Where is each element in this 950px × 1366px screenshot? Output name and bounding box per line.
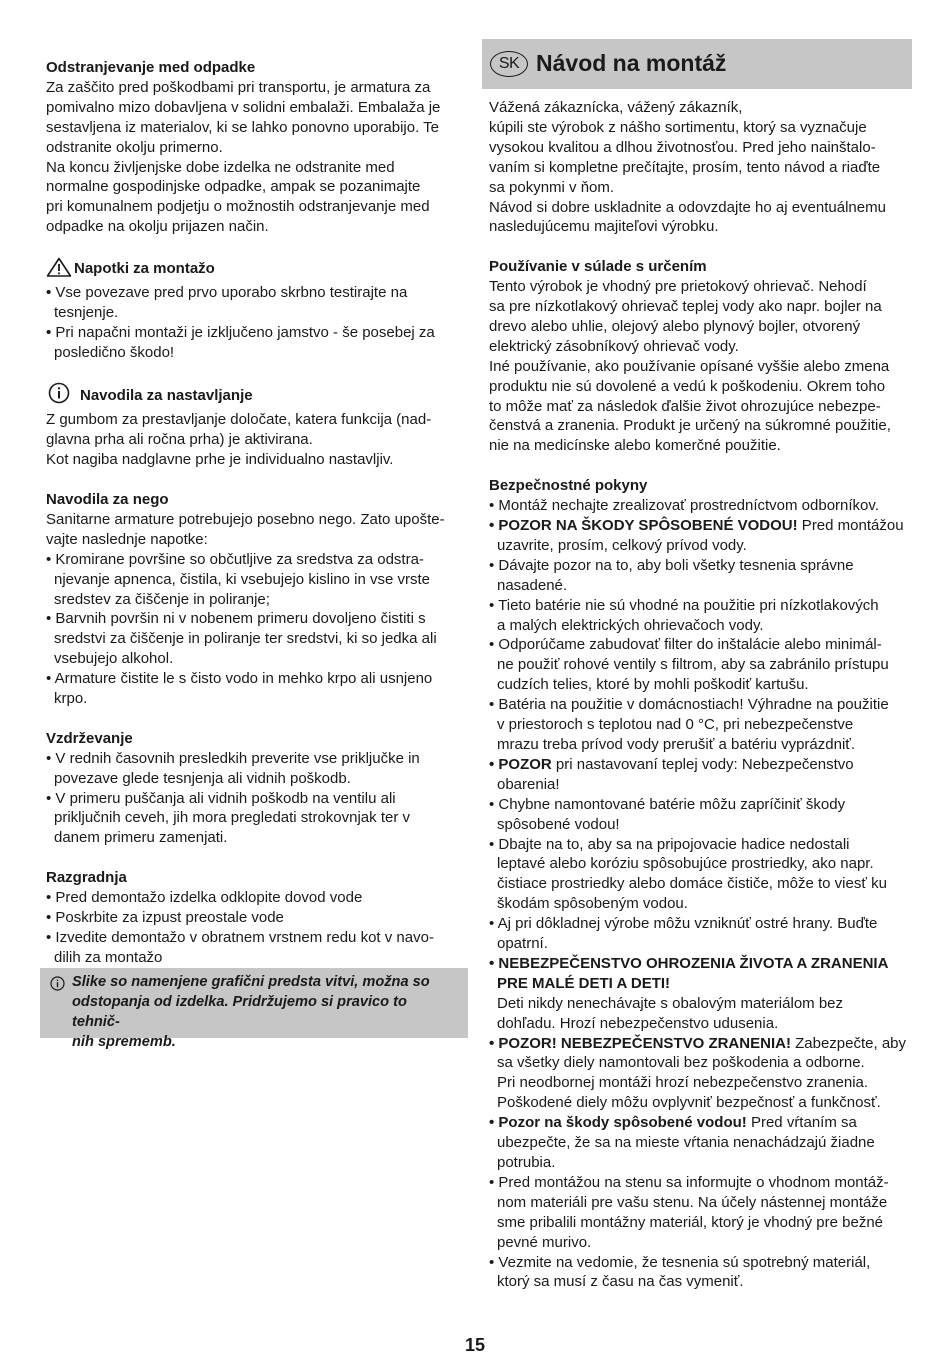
warning-text: • POZOR <box>489 755 552 773</box>
text-line: Z gumbom za prestavljanje določate, katera funkcija (nad- <box>46 411 432 429</box>
mounting-tips-heading <box>46 257 471 283</box>
adjust-heading <box>46 382 471 410</box>
text-line: vajte naslednje napotke: <box>46 530 208 548</box>
section-title: Návod na montáž <box>536 50 727 77</box>
text-line: Návod si dobre uskladnite a odovzdajte ho aj eventuálnemu <box>489 198 886 216</box>
text-line <box>489 954 914 974</box>
text-span: pri nastavovaní teplej vody: Nebezpečenstvo <box>551 755 854 773</box>
text-line: danem primeru zamenjati. <box>54 829 228 847</box>
adjust-title: Navodila za nastavljanje <box>80 387 253 405</box>
section-header <box>482 39 912 89</box>
text-line: Na koncu življenjske dobe izdelka ne odstranite med <box>46 158 395 176</box>
text-line: Sanitarne armature potrebujejo posebno nego. Zato upošte- <box>46 510 445 528</box>
left-column <box>46 58 471 968</box>
text-line: • Vezmite na vedomie, že tesnenia sú spotrebný materiál, <box>489 1253 871 1271</box>
intro-text <box>489 98 914 237</box>
text-line: vaním si kompletne prečítajte, prosím, tento návod a riaďte <box>489 158 881 176</box>
intended-use-text <box>489 277 914 456</box>
dismantling-list <box>46 888 471 968</box>
text-line: vysokou kvalitou a dlhou životnosťou. Pred jeho nainštalo- <box>489 138 876 156</box>
text-line: • Barvnih površin ni v nobenem primeru dovoljeno čistiti s <box>46 610 426 628</box>
text-line: • Aj pri dôkladnej výrobe môžu vzniknúť ostré hrany. Buďte <box>489 915 878 933</box>
warning-text: • Pozor na škody spôsobené vodou! <box>489 1114 747 1132</box>
text-line: sa pre nízkotlakový ohrievač teplej vody ako napr. bojler na <box>489 298 882 316</box>
text-line: dilih za montažo <box>54 948 163 966</box>
dismantling-heading: Razgradnja <box>46 869 127 887</box>
disposal-text <box>46 78 471 237</box>
text-line: • V rednih časovnih presledkih preverite vse priključke in <box>46 749 420 767</box>
mounting-tips-list <box>46 283 471 363</box>
text-line: škodám spôsobeným vodou. <box>497 895 688 913</box>
mounting-tips-title: Napotki za montažo <box>74 260 215 278</box>
text-line: čistiace prostriedky alebo domáce čističe, môže to viesť ku <box>497 875 887 893</box>
text-line: sa všetky diely namontovali bez poškodenia a odborne. <box>497 1054 865 1072</box>
text-line: sme pribalili montážny materiál, ktorý je vhodný pre bežné <box>497 1213 884 1231</box>
maintenance-list <box>46 749 471 849</box>
text-line: • Chybne namontované batérie môžu zapríčiniť škody <box>489 795 846 813</box>
intended-use-heading: Používanie v súlade s určením <box>489 258 707 276</box>
note-line: nih sprememb. <box>72 1033 176 1050</box>
care-heading: Navodila za nego <box>46 490 169 508</box>
safety-heading: Bezpečnostné pokyny <box>489 477 648 495</box>
text-line: ubezpečte, že sa na mieste vŕtania nenachádzajú žiadne <box>497 1134 875 1152</box>
warning-text: • POZOR NA ŠKODY SPÔSOBENÉ VODOU! <box>489 517 798 534</box>
warning-text: • NEBEZPEČENSTVO OHROZENIA ŽIVOTA A ZRANENIA <box>489 954 889 972</box>
text-line: ne použiť rohové ventily s filtrom, aby sa zabránilo prístupu <box>497 656 889 674</box>
text-line: • Montáž nechajte zrealizovať prostredníctvom odborníkov. <box>489 497 879 515</box>
text-line: • Dávajte pozor na to, aby boli všetky tesnenia správne <box>489 556 854 574</box>
text-line: mrazu treba prívod vody prerušiť a batériu vyprázdniť. <box>497 735 856 753</box>
text-line: posledično škodo! <box>54 343 175 361</box>
warning-text: PRE MALÉ DETI A DETI! <box>497 974 671 992</box>
note-line: odstopanja od izdelka. Pridržujemo si pravico to tehnič- <box>72 993 407 1030</box>
text-line: nie na medicínske alebo komerčné použitie. <box>489 437 781 455</box>
info-circle-icon <box>50 976 65 998</box>
text-line: odpadke na okolju prijazen način. <box>46 218 269 236</box>
list-item <box>46 323 471 363</box>
safety-list <box>489 496 914 1292</box>
text-line: Za zaščito pred poškodbami pri transportu, je armatura za <box>46 78 431 96</box>
text-line: obarenia! <box>497 775 560 793</box>
page-number: 15 <box>464 1335 486 1355</box>
text-line: • Poskrbite za izpust preostale vode <box>46 908 284 926</box>
text-line: • Kromirane površine so občutljive za sredstva za odstra- <box>46 550 424 568</box>
text-line: pevné murivo. <box>497 1233 592 1251</box>
text-span: Pred montážou <box>797 517 904 534</box>
text-span: Zabezpečte, aby <box>790 1034 907 1052</box>
text-line: opatrní. <box>497 935 548 953</box>
text-line: sredstev za čiščenje in poliranje; <box>54 590 270 608</box>
note-line: Slike so namenjene grafični predsta vitvi, možna so <box>72 974 430 990</box>
text-line: dohľadu. Hrozí nebezpečenstvo udusenia. <box>497 1014 779 1032</box>
text-line: glavna prha ali ročna prha) je aktivirana. <box>46 431 313 449</box>
text-line: Kot nagiba nadglavne prhe je individualno nastavljiv. <box>46 451 394 469</box>
text-line <box>489 974 914 994</box>
text-line: • Odporúčame zabudovať filter do inštalácie alebo minimál- <box>489 636 882 654</box>
warning-text: • POZOR! NEBEZPEČENSTVO ZRANENIA! <box>489 1034 791 1052</box>
text-line: • Izvedite demontažo v obratnem vrstnem redu kot v navo- <box>46 928 434 946</box>
text-line: • Armature čistite le s čisto vodo in mehko krpo ali usnjeno <box>46 670 433 688</box>
text-line: to môže mať za následok ďalšie život ohrozujúce nebezpe- <box>489 397 881 415</box>
text-line: • V primeru puščanja ali vidnih poškodb na ventilu ali <box>46 789 396 807</box>
text-line: nasledujúcemu majiteľovi výrobku. <box>489 218 719 236</box>
text-line: drevo alebo uhlie, olejový alebo plynový bojler, otvorený <box>489 317 861 335</box>
text-line: pri komunalnem podjetju o možnostih odstranjevanje med <box>46 198 430 216</box>
text-line: nasadené. <box>497 576 568 594</box>
text-line: sestavljena iz materialov, ki se lahko ponovno uporabijo. Te <box>46 118 440 136</box>
text-line: elektrický zásobníkový ohrievač vody. <box>489 337 739 355</box>
text-line: produktu nie sú dovolené a vedú k poškodeniu. Okrem toho <box>489 377 886 395</box>
text-line: Iné používanie, ako používanie opísané vyššie alebo zmena <box>489 357 890 375</box>
text-line: • Tieto batérie nie sú vhodné na použitie pri nízkotlakových <box>489 596 879 614</box>
text-line: pomivalno mizo dobavljena v solidni embalaži. Embalaža je <box>46 98 441 116</box>
text-line: Vážená zákaznícka, vážený zákazník, <box>489 99 743 116</box>
text-line: sredstvi za čiščenje in poliranje ter sredstvi, ki so jedka ali <box>54 630 437 648</box>
right-column <box>489 98 914 1292</box>
text-line: normalne gospodinjske odpadke, ampak se pozanimajte <box>46 178 421 196</box>
text-line: Pri neodbornej montáži hrozí nebezpečenstvo zranenia. <box>497 1074 869 1092</box>
text-line: nom materiáli pre vašu stenu. Na účely nástennej montáže <box>497 1193 888 1211</box>
info-circle-icon <box>48 382 70 410</box>
list-item <box>46 283 471 323</box>
text-line: potrubia. <box>497 1154 556 1171</box>
text-line: v priestoroch s teplotou nad 0 °C, pri nebezpečenstve <box>497 716 854 734</box>
care-list <box>46 550 471 709</box>
text-line: spôsobené vodou! <box>497 815 620 833</box>
text-line: njevanje apnenca, čistila, ki vsebujejo kislino in vse vrste <box>54 570 431 588</box>
text-line: čenstvá a zranenia. Produkt je určený na súkromné použitie, <box>489 417 891 435</box>
text-line: priključnih ceveh, jih mora pregledati strokovnjak ter v <box>54 809 410 827</box>
text-line <box>489 1034 914 1054</box>
text-line <box>489 755 914 775</box>
text-line: vsebujejo alkohol. <box>54 650 174 668</box>
language-badge: SK <box>490 51 528 77</box>
text-line: krpo. <box>54 690 88 708</box>
text-line: sa pokynmi v ňom. <box>489 178 615 196</box>
text-line <box>489 516 914 536</box>
text-line: • Pred montážou na stenu sa informujte o vhodnom montáž- <box>489 1173 889 1191</box>
text-line: • Pred demontažo izdelka odklopite dovod vode <box>46 889 363 907</box>
text-line: povezave glede tesnjenja ali vidnih poškodb. <box>54 769 351 787</box>
text-line: • • Vse povezave pred prvo uporabo skrbno testirajte na <box>46 283 408 301</box>
text-line: • Batéria na použitie v domácnostiach! Výhradne na použitie <box>489 696 889 714</box>
text-line: a malých elektrických ohrievačoch vody. <box>497 616 764 634</box>
warning-triangle-icon <box>46 257 72 283</box>
text-line: kúpili ste výrobok z nášho sortimentu, ktorý sa vyznačuje <box>489 118 867 136</box>
text-line: odstranite okolju primerno. <box>46 138 223 156</box>
text-span: Pred vŕtaním sa <box>746 1114 857 1132</box>
text-line: Deti nikdy nenechávajte s obalovým materiálom bez <box>497 994 844 1012</box>
text-line: • Dbajte na to, aby sa na pripojovacie hadice nedostali <box>489 835 850 853</box>
maintenance-heading: Vzdrževanje <box>46 729 133 747</box>
text-line: uzavrite, prosím, celkový prívod vody. <box>497 536 747 554</box>
note-box <box>40 968 468 1050</box>
text-line: cudzích telies, ktoré by mohli poškodiť kartušu. <box>497 676 809 694</box>
text-line: ktorý sa musí z času na čas vymeniť. <box>497 1273 744 1291</box>
text-line: • • Pri napačni montaži je izključeno jamstvo - še posebej za <box>46 323 435 341</box>
text-line: leptavé alebo koróziu spôsobujúce prostriedky, ako napr. <box>497 855 874 873</box>
text-line: tesnjenje. <box>54 303 119 321</box>
text-line: Tento výrobok je vhodný pre prietokový ohrievač. Nehodí <box>489 278 867 296</box>
text-line <box>489 1113 914 1133</box>
text-line: Poškodené diely môžu ovplyvniť bezpečnosť a funkčnosť. <box>497 1094 881 1112</box>
disposal-heading: Odstranjevanje med odpadke <box>46 59 256 76</box>
